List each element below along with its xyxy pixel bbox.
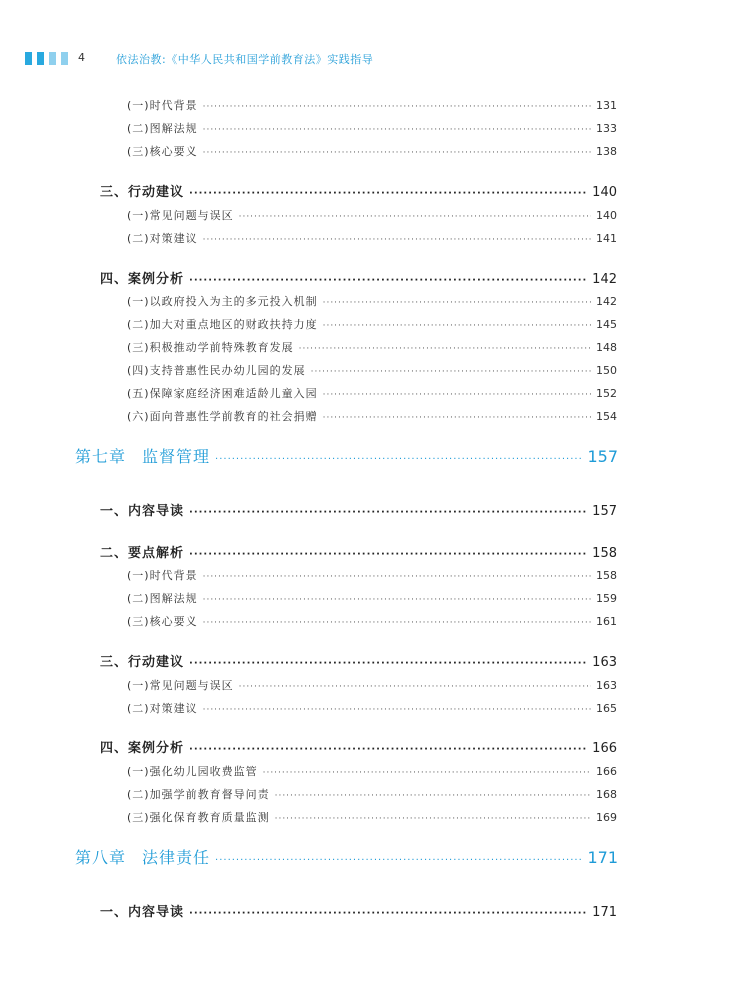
toc-section-entry [0,737,750,756]
toc-page-number: 142 [592,272,617,287]
toc-entry-label: (三)核心要义 [127,145,198,158]
toc-entry-label: 一、内容导读 [100,504,185,519]
toc-dot-leader [203,235,591,245]
toc-page-number: 141 [596,232,617,245]
toc-dot-leader [323,298,591,308]
toc-dot-leader [189,188,587,199]
toc-page-number: 157 [592,504,617,519]
toc-subsection-entry [0,120,750,136]
toc-page-number: 166 [596,765,617,778]
toc-entry-label: (一)时代背景 [127,569,198,582]
toc-page-number: 161 [596,615,617,628]
toc-entry-label: (一)时代背景 [127,99,198,112]
toc-subsection-entry [0,207,750,223]
toc-entry-label: 四、案例分析 [100,741,185,756]
toc-section-entry [0,901,750,920]
page-header [0,0,750,80]
toc-dot-leader [203,595,591,605]
toc-dot-leader [189,275,587,286]
toc-page-number: 154 [596,410,617,423]
toc-entry-label: (二)加大对重点地区的财政扶持力度 [127,318,318,331]
toc-page-number: 150 [596,364,617,377]
toc-section-entry [0,181,750,200]
toc-dot-leader [189,744,587,755]
toc-entry-label: (二)图解法规 [127,122,198,135]
toc-subsection-entry [0,97,750,113]
header-bars-decoration [25,52,68,65]
toc-subsection-entry [0,385,750,401]
toc-page-number: 152 [596,387,617,400]
toc-entry-label: (三)积极推动学前特殊教育发展 [127,341,294,354]
toc-page-number: 171 [592,905,617,920]
toc-page-number: 148 [596,341,617,354]
toc-dot-leader [203,148,591,158]
header-bar [49,52,56,65]
toc-dot-leader [299,344,591,354]
header-bar [37,52,44,65]
toc-page-number: 168 [596,788,617,801]
toc-entry-label: (二)对策建议 [127,702,198,715]
toc-page-number: 138 [596,145,617,158]
toc-dot-leader [203,618,591,628]
toc-entry-label: (五)保障家庭经济困难适龄儿童入园 [127,387,318,400]
toc-page-number: 131 [596,99,617,112]
toc-dot-leader [323,413,591,423]
toc-page-number: 169 [596,811,617,824]
toc-dot-leader [275,814,591,824]
toc-subsection-entry [0,408,750,424]
toc-dot-leader [189,549,587,560]
toc-entry-label: (二)加强学前教育督导问责 [127,788,270,801]
toc-subsection-entry [0,613,750,629]
toc-dot-leader [263,768,591,778]
toc-dot-leader [189,658,587,669]
toc-page-number: 158 [596,569,617,582]
toc-page-number: 142 [596,295,617,308]
toc-page-number: 157 [587,447,618,466]
toc-subsection-entry [0,230,750,246]
toc-subsection-entry [0,316,750,332]
toc-entry-label: (一)以政府投入为主的多元投入机制 [127,295,318,308]
toc-subsection-entry [0,339,750,355]
toc-section-entry [0,268,750,287]
toc-dot-leader [189,507,587,518]
toc-entry-label: 第七章 [75,447,127,466]
toc-subsection-entry [0,567,750,583]
toc-subsection-entry [0,677,750,693]
toc-entry-label: (六)面向普惠性学前教育的社会捐赠 [127,410,318,423]
toc-page-number: 171 [587,848,618,867]
toc-page-number: 140 [596,209,617,222]
toc-page-number: 166 [592,741,617,756]
toc-subsection-entry [0,293,750,309]
toc-chapter-entry [0,444,750,467]
toc-dot-leader [323,321,591,331]
toc-dot-leader [215,855,582,866]
toc-entry-label: 二、要点解析 [100,546,185,561]
toc-entry-label: (一)强化幼儿园收费监管 [127,765,258,778]
toc-page-number: 133 [596,122,617,135]
toc-page-number: 158 [592,546,617,561]
book-title: 依法治教:《中华人民共和国学前教育法》实践指导 [116,53,374,66]
toc-page-number: 163 [592,655,617,670]
toc-dot-leader [203,572,591,582]
header-bar [61,52,68,65]
toc-page-number: 163 [596,679,617,692]
toc-entry-label: (四)支持普惠性民办幼儿园的发展 [127,364,306,377]
toc-subsection-entry [0,143,750,159]
toc-subsection-entry [0,590,750,606]
toc-subsection-entry [0,700,750,716]
toc-dot-leader [275,791,591,801]
toc-section-entry [0,542,750,561]
toc-section-entry [0,651,750,670]
toc-dot-leader [323,390,591,400]
toc-dot-leader [239,212,591,222]
toc-section-entry [0,500,750,519]
toc-entry-label: (二)对策建议 [127,232,198,245]
toc-entry-label: 一、内容导读 [100,905,185,920]
toc-subsection-entry [0,786,750,802]
toc-chapter-name: 监督管理 [142,447,211,466]
toc-dot-leader [203,125,591,135]
toc-entry-label: 四、案例分析 [100,272,185,287]
toc-entry-label: 第八章 [75,848,127,867]
toc-entry-label: 三、行动建议 [100,185,185,200]
toc-dot-leader [189,908,587,919]
toc-dot-leader [215,454,582,465]
toc-entry-label: (一)常见问题与误区 [127,679,234,692]
toc-dot-leader [203,705,591,715]
toc-subsection-entry [0,362,750,378]
toc-page-number: 159 [596,592,617,605]
toc-entry-label: 三、行动建议 [100,655,185,670]
header-bar [25,52,32,65]
toc-subsection-entry [0,763,750,779]
toc-chapter-name: 法律责任 [142,848,211,867]
toc-subsection-entry [0,809,750,825]
toc-chapter-entry [0,845,750,868]
page-number: 4 [78,51,85,64]
toc-dot-leader [203,102,591,112]
toc-page-number: 145 [596,318,617,331]
toc-dot-leader [239,682,591,692]
toc-entry-label: (三)强化保育教育质量监测 [127,811,270,824]
toc-dot-leader [311,367,591,377]
toc-entry-label: (三)核心要义 [127,615,198,628]
toc-entry-label: (一)常见问题与误区 [127,209,234,222]
toc-page-number: 140 [592,185,617,200]
toc-page-number: 165 [596,702,617,715]
toc-entry-label: (二)图解法规 [127,592,198,605]
